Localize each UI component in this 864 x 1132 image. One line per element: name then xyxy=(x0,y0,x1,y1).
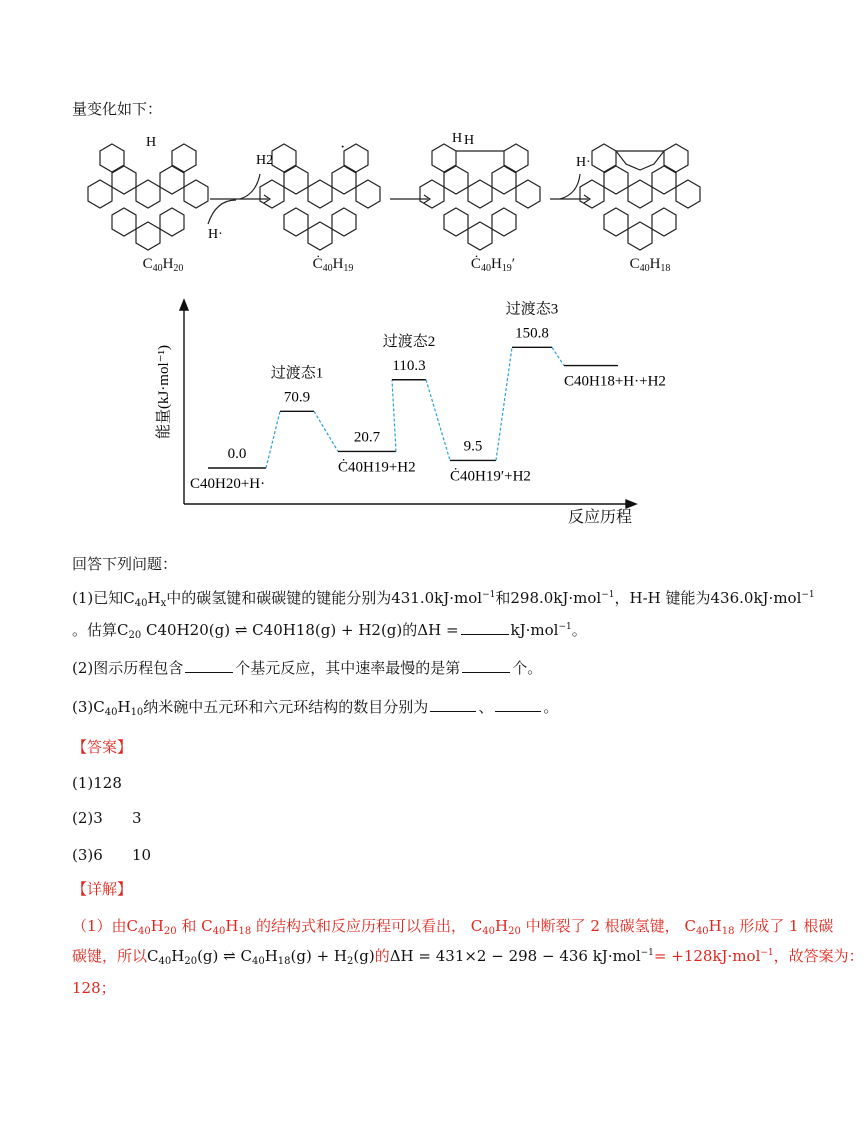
energy-value-2: 20.7 xyxy=(353,429,381,446)
molecule-c40h19 xyxy=(260,144,380,250)
energy-label-1: 过渡态1 xyxy=(270,365,324,382)
energy-label-0: C40H20+H· xyxy=(190,476,266,492)
answer-title: 【答案】 xyxy=(72,738,133,756)
h-mark-3a: H xyxy=(452,131,463,146)
radical-dot: · xyxy=(340,139,346,156)
label-c40h20: $C_{40}H_{20}$ xyxy=(142,256,184,274)
label-c40h19: $Ċ_{40}H_{19}$ xyxy=(312,256,354,274)
energy-value-1: 70.9 xyxy=(283,389,311,406)
question-2: (2)图示历程包含 个基元反应，其中速率最慢的是第 个。 xyxy=(72,659,543,677)
intro-text: 量变化如下： xyxy=(72,100,163,118)
energy-label-2: Ċ40H19+H2 xyxy=(338,459,416,476)
connector-2 xyxy=(392,380,396,452)
energy-label-5: 过渡态3 xyxy=(505,301,559,318)
h-mark-1: H xyxy=(146,135,157,150)
molecule-c40h20 xyxy=(88,144,208,250)
label-c40h18: $C_{40}H_{18}$ xyxy=(629,256,671,274)
detail-line-1: （1）由$C_{40}H_{20}$ 和 $C_{40}H_{18}$ 的结构式和反应历程可以看出， $C_{40}H_{20}$ 中断裂了 2 根碳氢键， $C_{40}H_{18}$ 形成了 1 根碳 xyxy=(72,917,834,937)
answer-2-value: 3 xyxy=(132,809,142,827)
answer-blank-5[interactable] xyxy=(495,697,541,712)
connector-3 xyxy=(426,380,450,461)
answer-3-label: (3)6 xyxy=(72,846,103,864)
question-3: $(3)C_{40}H_{10}$纳米碗中五元环和六元环结构的数目分别为 、 。 xyxy=(72,698,559,718)
connector-1 xyxy=(314,411,338,451)
energy-value-4: 9.5 xyxy=(463,438,483,455)
answer-blank-4[interactable] xyxy=(430,697,476,712)
connector-4 xyxy=(496,347,512,460)
detail-line-2: 碳键，所以$C_{40}H_{20}(g)$ ⇌ $C_{40}H_{18}(g) + H_2(g)$的ΔH = 431×2 − 298 − 436 kJ·mol$^{-1}$= +128kJ·mol$^{-1}$，故答案为： xyxy=(72,947,864,967)
energy-diagram xyxy=(156,292,666,532)
questions-heading: 回答下列问题： xyxy=(72,555,178,573)
h-mark-3b: H xyxy=(464,133,475,148)
question-1-line-2: 。估算$C_{20}$ C40H20(g) ⇌ C40H18(g) + H2(g)的ΔH = kJ·mol$^{-1}$。 xyxy=(72,621,587,641)
label-c40h19-prime: $Ċ_{40}H_{19}'$ xyxy=(470,256,516,274)
energy-value-3: 110.3 xyxy=(392,357,426,374)
answer-2-label: (2)3 xyxy=(72,809,103,827)
y-axis-label: 能量(kJ·mol⁻¹) xyxy=(156,344,172,440)
answer-1: (1)128 xyxy=(72,774,122,792)
arrow3-top-label: H· xyxy=(576,155,591,170)
connector-5 xyxy=(552,347,564,365)
molecule-c40h18 xyxy=(580,144,700,250)
curved-arrow-out-3 xyxy=(560,174,580,199)
arrow1-top-label: H2 xyxy=(256,153,274,168)
energy-label-4: Ċ40H19′+H2 xyxy=(450,468,531,485)
answer-3-value: 10 xyxy=(132,846,152,864)
connector-0 xyxy=(266,411,280,468)
answer-blank-2[interactable] xyxy=(185,658,233,673)
energy-value-0: 0.0 xyxy=(227,446,247,462)
answer-blank-3[interactable] xyxy=(462,658,510,673)
curved-arrow-in xyxy=(208,200,236,224)
curved-arrow-out xyxy=(240,174,260,199)
energy-label-3: 过渡态2 xyxy=(382,333,436,350)
answer-blank-1[interactable] xyxy=(461,620,509,635)
question-1-line-1: (1)已知$C_{40}H_x$中的碳氢键和碳碳键的键能分别为431.0kJ·mol$^{-1}$和298.0kJ·mol$^{-1}$，H-H 键能为436.0kJ·mol$^{-1}$ xyxy=(72,589,815,609)
arrow1-bottom-label: H· xyxy=(208,227,223,242)
y-axis-arrow xyxy=(180,300,188,310)
molecule-c40h19-prime xyxy=(420,144,540,250)
detail-title: 【详解】 xyxy=(72,880,133,898)
energy-value-5: 150.8 xyxy=(515,325,549,342)
x-axis-label: 反应历程 xyxy=(568,507,633,526)
detail-line-3: 128； xyxy=(72,979,116,997)
energy-label-6: C40H18+H·+H2 xyxy=(564,373,666,390)
